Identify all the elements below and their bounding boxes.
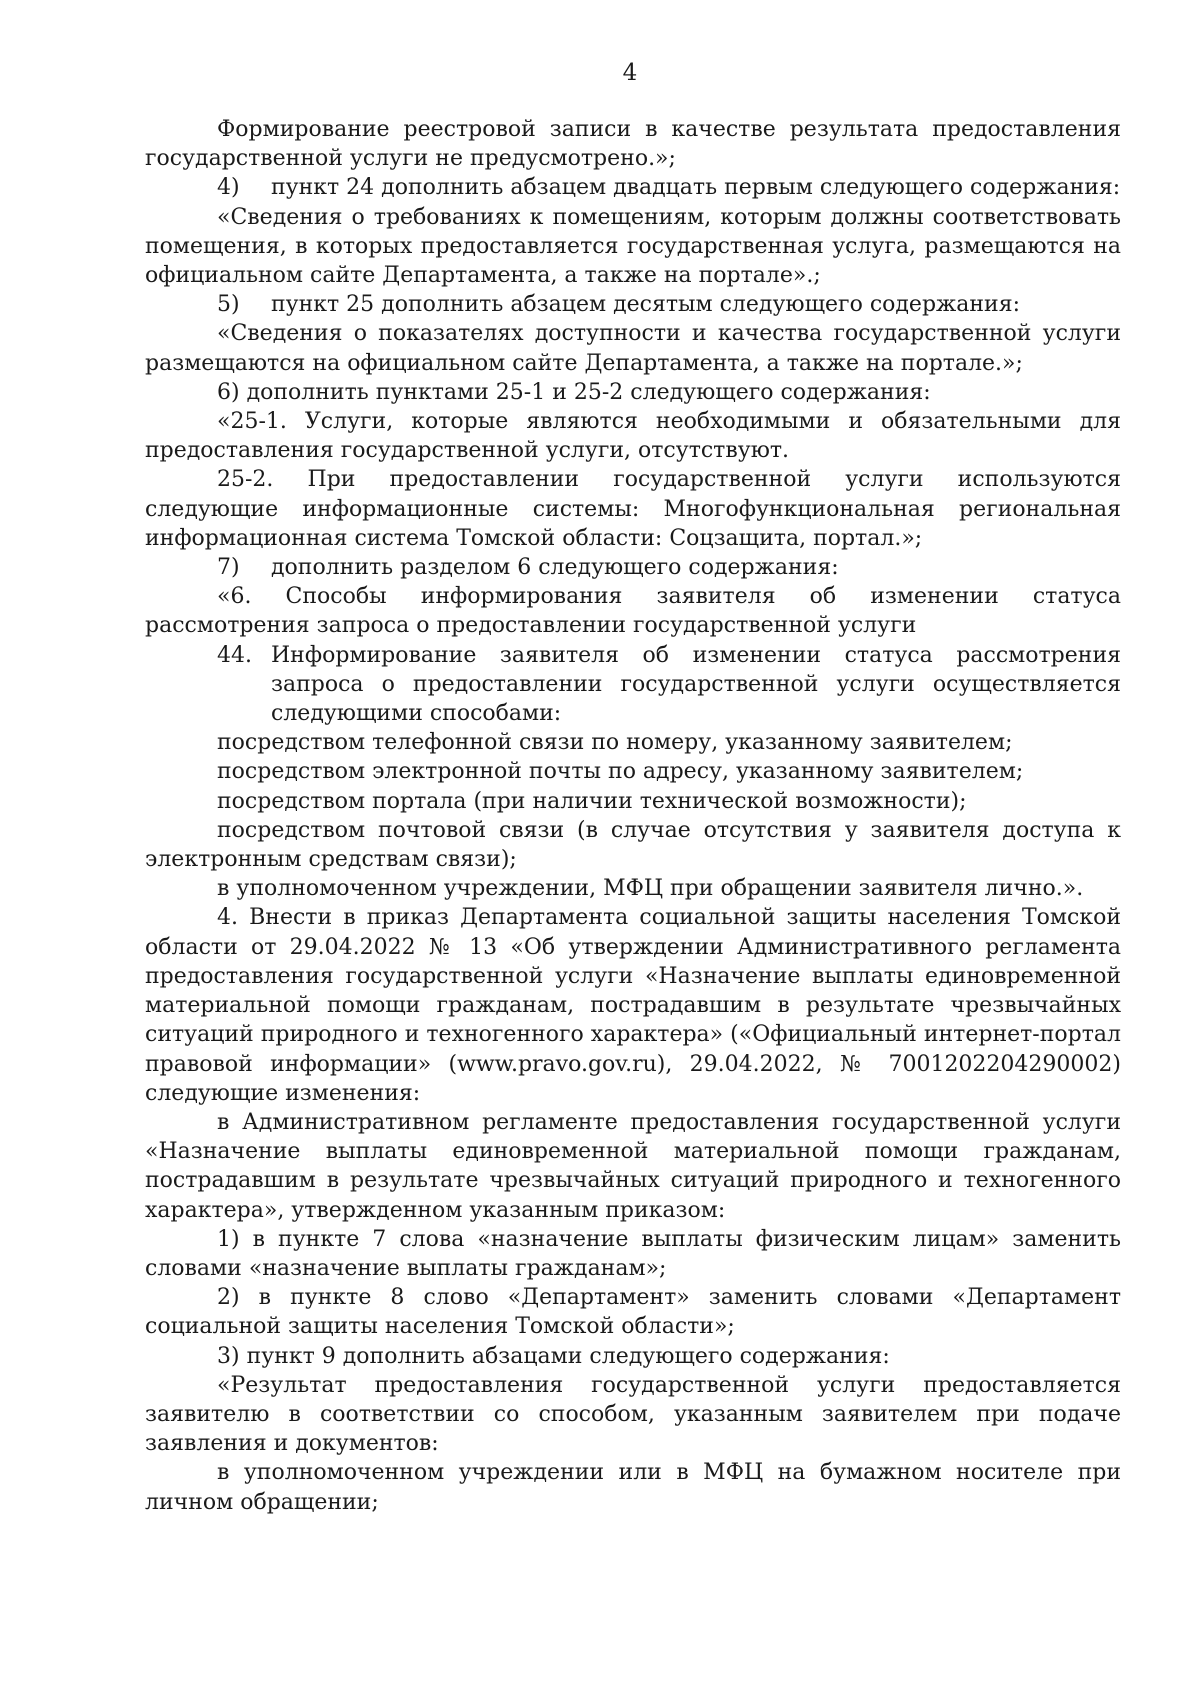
paragraph: 2) в пункте 8 слово «Департамент» заменить словами «Департамент социальной защиты населения Томской области»;	[145, 1285, 1121, 1340]
item-text: дополнить разделом 6 следующего содержания:	[271, 555, 839, 581]
paragraph: посредством электронной почты по адресу, указанному заявителем;	[217, 759, 1024, 785]
page-number: 4	[622, 60, 638, 86]
numbered-item	[145, 290, 1121, 319]
paragraph: «Результат предоставления государственной услуги предоставляется заявителю в соответствии со способом, указанным заявителем при подаче заявления и документов:	[145, 1372, 1121, 1457]
paragraph: 4. Внести в приказ Департамента социальной защиты населения Томской области от 29.04.2022 № 13 «Об утверждении Административного регламента предоставления государственной услуги «Назначение выплаты единовременной материальной помощи гражданам, пострадавшим в результате чрезвычайных ситуаций природного и техногенного характера» («Официальный интернет-портал правовой информации» (www.pravo.gov.ru), 29.04.2022, № 7001202204290002) следующие изменения:	[145, 905, 1121, 1106]
paragraph: 3) пункт 9 дополнить абзацами следующего содержания:	[217, 1343, 890, 1369]
paragraph: посредством телефонной связи по номеру, указанному заявителем;	[217, 730, 1013, 756]
paragraph: в уполномоченном учреждении или в МФЦ на бумажном носителе при личном обращении;	[145, 1460, 1121, 1515]
paragraph: «Сведения о требованиях к помещениям, которым должны соответствовать помещения, в которых предоставляется государственная услуга, размещаются на официальном сайте Департамента, а также на портале».;	[145, 204, 1121, 289]
paragraph: «6. Способы информирования заявителя об изменении статуса рассмотрения запроса о предоставлении государственной услуги	[145, 584, 1121, 639]
paragraph: Формирование реестровой записи в качестве результата предоставления государственной услуги не предусмотрено.»;	[145, 117, 1121, 172]
paragraph: посредством портала (при наличии технической возможности);	[217, 788, 967, 814]
paragraph: 6) дополнить пунктами 25-1 и 25-2 следующего содержания:	[217, 379, 931, 405]
paragraph: «25-1. Услуги, которые являются необходимыми и обязательными для предоставления государственной услуги, отсутствуют.	[145, 409, 1121, 464]
paragraph: в уполномоченном учреждении, МФЦ при обращении заявителя лично.».	[217, 876, 1084, 902]
item-number: 5)	[217, 292, 240, 318]
item-number: 7)	[217, 555, 240, 581]
item-number: 44.	[217, 642, 252, 668]
item-text: Информирование заявителя об изменении статуса рассмотрения запроса о предоставлении государственной услуги осуществляется следующими способами:	[271, 642, 1121, 727]
numbered-item	[145, 553, 1121, 582]
item-text: пункт 25 дополнить абзацем десятым следующего содержания:	[271, 292, 1020, 318]
paragraph: 25-2. При предоставлении государственной услуги используются следующие информационные системы: Многофункциональная региональная информационная система Томской области: Соцзащита, портал.»;	[145, 467, 1121, 551]
paragraph: посредством почтовой связи (в случае отсутствия у заявителя доступа к электронным средствам связи);	[145, 817, 1121, 873]
paragraph: в Административном регламенте предоставления государственной услуги «Назначение выплаты единовременной материальной помощи гражданам, пострадавшим в результате чрезвычайных ситуаций природного и техногенного характера», утвержденном указанным приказом:	[145, 1109, 1121, 1223]
item-number: 4)	[217, 175, 240, 201]
paragraph: 1) в пункте 7 слова «назначение выплаты физическим лицам» заменить словами «назначение выплаты гражданам»;	[145, 1226, 1121, 1281]
numbered-item	[145, 173, 1121, 202]
document-body	[145, 115, 1121, 1517]
paragraph: «Сведения о показателях доступности и качества государственной услуги размещаются на официальном сайте Департамента, а также на портале.»;	[145, 321, 1121, 376]
numbered-item	[145, 641, 1121, 729]
item-text: пункт 24 дополнить абзацем двадцать первым следующего содержания:	[271, 175, 1121, 201]
